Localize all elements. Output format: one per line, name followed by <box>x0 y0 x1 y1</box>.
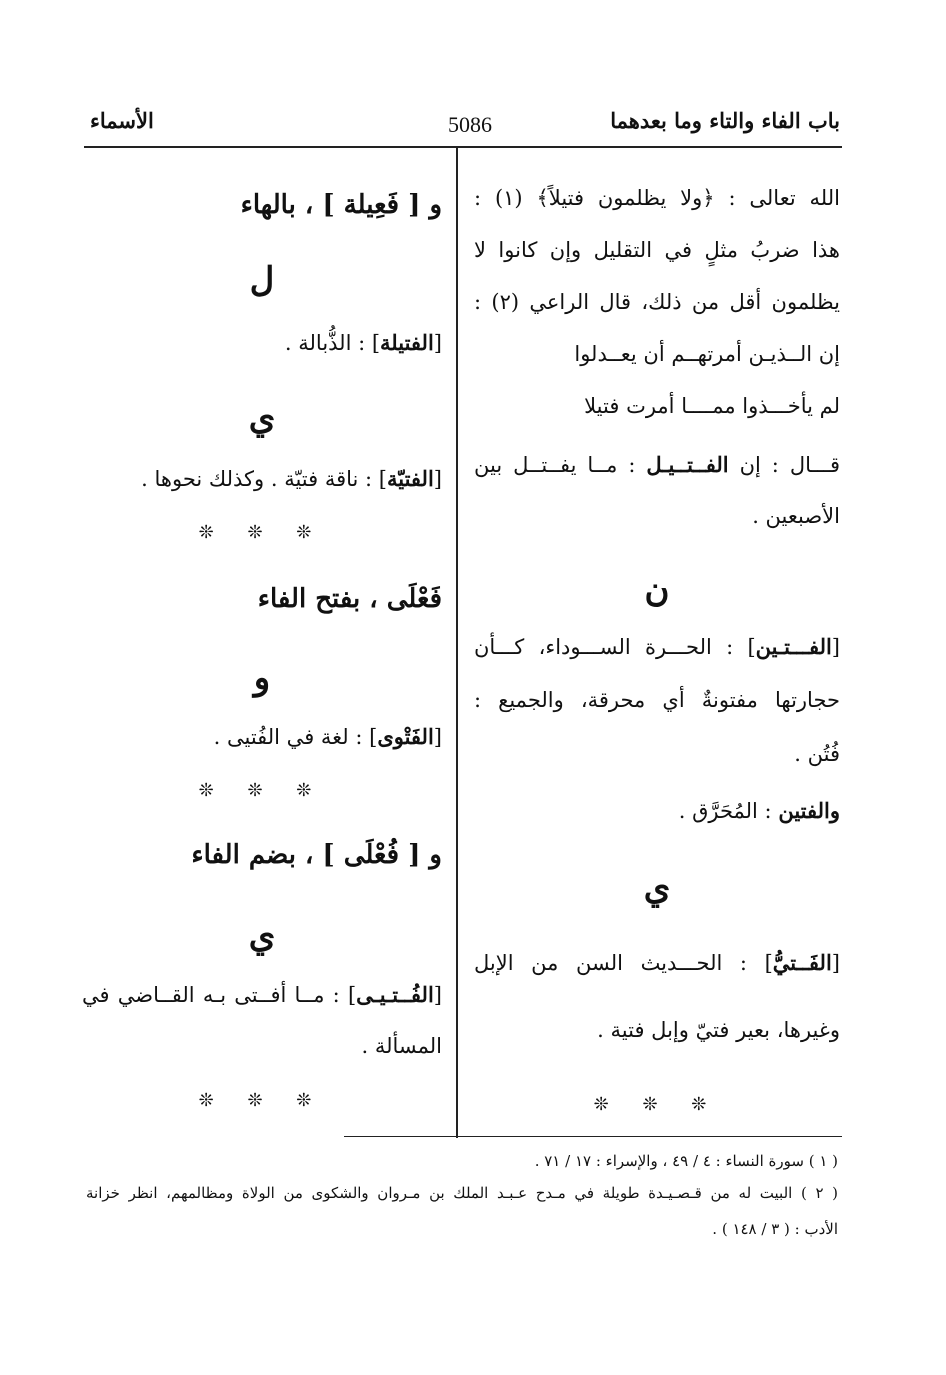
footnote-rule <box>344 1136 842 1137</box>
bracket: [ <box>831 951 840 975</box>
text-segment: ] : مــا أفــتى بـه القــاضي في <box>82 983 357 1007</box>
text-line: وغيرها، بعير فتيّ وإبل فتية . <box>597 1018 840 1042</box>
text-segment: قـــال : إن <box>739 453 840 477</box>
footnote-2: ( ٢ ) البيت له من قـصـيـدة طويلة في مـدح عـبـد الملك بن مـروان والشكوى من الولاة ومظالمهم، انظر خزانة <box>86 1184 838 1202</box>
root-letter: ن <box>644 570 670 610</box>
text-segment: ] : الذُّبالة . <box>284 331 381 355</box>
running-head-chapter: باب الفاء والتاء وما بعدهما <box>610 108 840 133</box>
root-letter: ي <box>248 398 276 438</box>
section-heading: و [ فُعْلَى ] ، بضم الفاء <box>191 840 442 870</box>
bracket: [ <box>831 635 840 659</box>
headword: الفتيّة <box>387 466 434 491</box>
headword: الفتيلة <box>380 330 434 355</box>
footnote-1: ( ١ ) سورة النساء : ٤ / ٤٩ ، والإسراء : ١٧ / ٧١ . <box>534 1152 838 1170</box>
text-line: يظلمون أقل من ذلك، قال الراعي (٢) : <box>474 290 840 314</box>
running-head-section: الأسماء <box>90 108 154 133</box>
root-letter: ل <box>249 260 275 300</box>
entry-line <box>474 950 840 976</box>
section-separator: ❊ ❊ ❊ <box>593 1094 721 1115</box>
text-segment: : مــا يفــتــل بين <box>474 453 636 477</box>
headword: الفـــتـين <box>755 634 832 659</box>
page-number: 5086 <box>448 112 492 137</box>
section-separator: ❊ ❊ ❊ <box>198 522 326 543</box>
headword: الفُــتـيـى <box>356 982 434 1007</box>
text-line: المسألة . <box>361 1034 442 1058</box>
bracket: [ <box>433 725 442 749</box>
text-segment: : المُحَرَّق . <box>678 799 772 823</box>
bracket: [ <box>433 331 442 355</box>
entry-line <box>82 982 442 1008</box>
root-letter: ي <box>248 916 276 956</box>
verse-line: لم يأخـــذوا ممــــا أمرت فتيلا <box>584 394 840 418</box>
text-line: الأصبعين . <box>752 504 840 528</box>
section-heading: فَعْلَى ، بفتح الفاء <box>257 584 442 614</box>
entry-line <box>285 330 442 356</box>
header-rule <box>84 146 842 148</box>
text-line: الله تعالى : ﴿ولا يظلمون فتيلاً﴾ (١) : <box>474 186 840 210</box>
root-letter: و <box>253 658 271 698</box>
entry-line <box>214 724 442 750</box>
bracket: [ <box>433 983 442 1007</box>
bracket: [ <box>433 467 442 491</box>
text-segment: ] : الحـــرة الســـوداء، كـــأن <box>474 635 756 659</box>
entry-line <box>679 798 840 824</box>
root-letter: ي <box>643 868 671 908</box>
section-separator: ❊ ❊ ❊ <box>198 1090 326 1111</box>
text-line <box>474 452 840 478</box>
text-segment: ] : الحـــديث السن من الإبل <box>474 951 773 975</box>
text-line: حجارتها مفتونةٌ أي محرقة، والجميع : <box>474 688 840 712</box>
footnote-2-continued: الأدب : ( ٣ / ١٤٨ ) . <box>712 1220 838 1238</box>
headword: الفَــتيُّ <box>772 950 832 975</box>
entry-line <box>474 634 840 660</box>
entry-line <box>141 466 442 492</box>
text-segment: ] : ناقة فتيّة . وكذلك نحوها . <box>141 467 387 491</box>
section-heading: و [ فَعِيلة ] ، بالهاء <box>240 190 442 220</box>
section-separator: ❊ ❊ ❊ <box>198 780 326 801</box>
text-segment: ] : لغة في الفُتيى . <box>213 725 378 749</box>
headword: الفَتْوى <box>377 724 434 749</box>
verse-line: إن الــذيـن أمرتهــم أن يعــدلوا <box>574 342 840 366</box>
text-line: فُتُن . <box>794 742 840 766</box>
headword: والفتين <box>778 798 840 823</box>
headword: الفــتــيـل <box>646 452 729 477</box>
text-line: هذا ضربُ مثلٍ في التقليل وإن كانوا لا <box>474 238 840 262</box>
column-divider <box>456 148 458 1138</box>
